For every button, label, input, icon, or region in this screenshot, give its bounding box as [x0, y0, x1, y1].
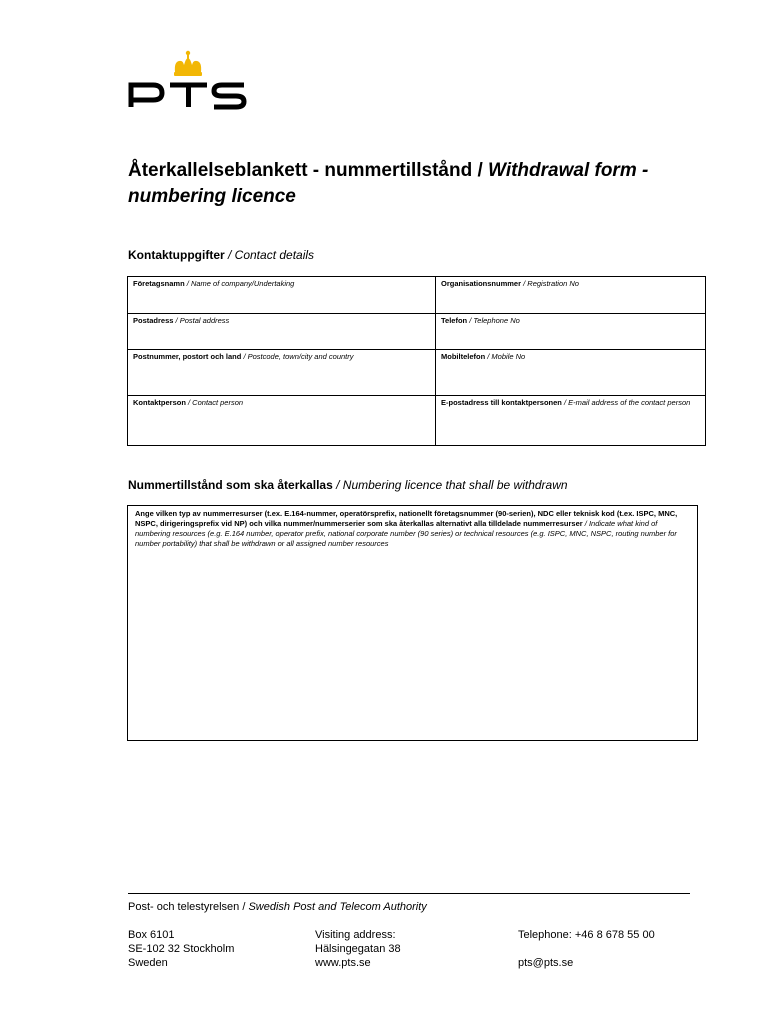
- table-row: [128, 350, 706, 396]
- footer-website-link[interactable]: www.pts.se: [315, 957, 371, 969]
- postcode-field[interactable]: [128, 350, 436, 396]
- pts-logo: [126, 50, 250, 114]
- numbering-resources-field[interactable]: [128, 506, 698, 741]
- contact-heading-sv: Kontaktuppgifter: [128, 248, 225, 262]
- crown-icon: [174, 51, 202, 76]
- footer-postal-address: [128, 928, 234, 970]
- field-label: Kontaktperson: [133, 398, 186, 407]
- mobile-field[interactable]: [436, 350, 706, 396]
- title-english: Withdrawal form - numbering licence: [128, 160, 649, 207]
- contact-email-field[interactable]: [436, 396, 706, 446]
- field-label: Postnummer, postort och land: [133, 352, 242, 361]
- numbering-licence-heading: [128, 478, 568, 492]
- telephone-field[interactable]: [436, 314, 706, 350]
- footer-line: Hälsingegatan 38: [315, 943, 401, 955]
- registration-no-field[interactable]: [436, 277, 706, 314]
- field-label-en: / Registration No: [523, 279, 579, 288]
- footer-line: [518, 942, 655, 956]
- field-label: Mobiltelefon: [441, 352, 486, 361]
- field-label-en: / Postal address: [175, 316, 230, 325]
- table-row: [128, 277, 706, 314]
- field-label: Postadress: [133, 316, 174, 325]
- footer-line: SE-102 32 Stockholm: [128, 943, 235, 955]
- footer-telephone: Telephone: +46 8 678 55 00: [518, 929, 655, 941]
- field-label-en: / Postcode, town/city and country: [243, 352, 354, 361]
- contact-person-field[interactable]: [128, 396, 436, 446]
- table-row: [128, 396, 706, 446]
- field-label: Organisationsnummer: [441, 279, 522, 288]
- field-label: Företagsnamn: [133, 279, 185, 288]
- field-label-en: / Contact person: [188, 398, 244, 407]
- footer-email-link[interactable]: pts@pts.se: [518, 957, 574, 969]
- licence-heading-en: / Numbering licence that shall be withdrawn: [336, 478, 568, 492]
- pts-logo-wordmark: [131, 85, 244, 107]
- footer-divider: [128, 893, 690, 894]
- contact-details-heading: [128, 248, 314, 262]
- numbering-licence-table: [127, 505, 698, 741]
- form-title: [128, 158, 708, 210]
- field-label-en: / Mobile No: [487, 352, 526, 361]
- contact-details-table: [127, 276, 706, 446]
- field-label: Telefon: [441, 316, 468, 325]
- instruction-en: / Indicate what kind of numbering resources (e.g. E.164 number, operator prefix, national corporate number (90 series) or technical resources (e.g. ISPC, MNC, NSPC, routing number for number portability) that shall be withdrawn or all assigned number resources: [135, 519, 677, 548]
- field-label-en: / Name of company/Undertaking: [186, 279, 295, 288]
- footer-contact: [518, 928, 655, 970]
- company-name-field[interactable]: [128, 277, 436, 314]
- footer-line: Sweden: [128, 957, 168, 969]
- footer-line: Visiting address:: [315, 929, 396, 941]
- licence-heading-sv: Nummertillstånd som ska återkallas: [128, 478, 333, 492]
- title-swedish: Återkallelseblankett - nummertillstånd /: [128, 160, 483, 181]
- authority-sv: Post- och telestyrelsen /: [128, 901, 246, 913]
- field-label-en: / E-mail address of the contact person: [563, 398, 691, 407]
- footer-authority: [128, 901, 427, 913]
- table-row: [128, 506, 698, 741]
- contact-heading-en: / Contact details: [228, 248, 315, 262]
- field-label-en: / Telephone No: [469, 316, 520, 325]
- authority-en: Swedish Post and Telecom Authority: [248, 901, 427, 913]
- instruction-sv: Ange vilken typ av nummerresurser (t.ex. E.164-nummer, operatörsprefix, nationellt företagsnummer (90-serien), NDC eller teknisk kod (t.ex. ISPC, MNC, NSPC, dirigeringsprefix vid NP) och vilka nummer/nummerserier som ska återkallas alternativt alla tilldelade nummerresurser: [135, 509, 678, 528]
- postal-address-field[interactable]: [128, 314, 436, 350]
- field-label: E-postadress till kontaktpersonen: [441, 398, 562, 407]
- table-row: [128, 314, 706, 350]
- footer-visiting-address: [315, 928, 401, 970]
- footer-line: Box 6101: [128, 929, 175, 941]
